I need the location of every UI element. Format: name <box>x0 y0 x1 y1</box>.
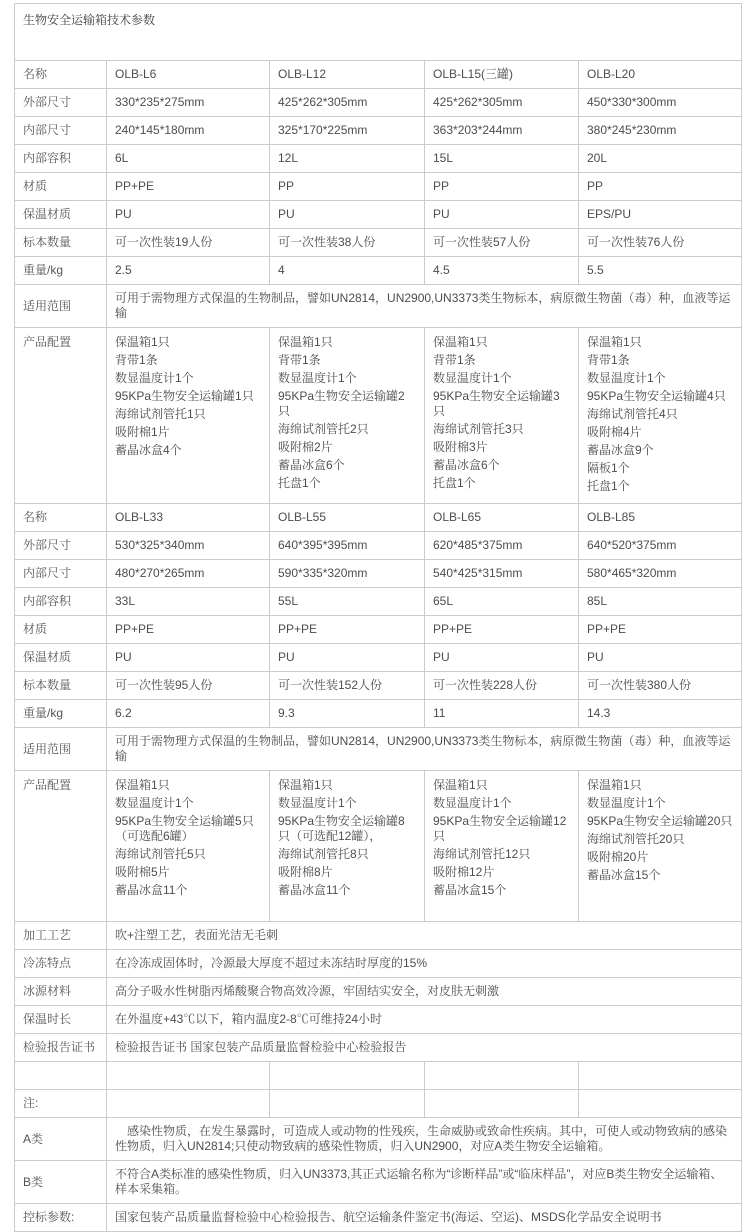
row-cell: 可一次性装95人份 <box>107 672 270 700</box>
row-cell: 15L <box>425 145 579 173</box>
row-cell: 6.2 <box>107 700 270 728</box>
config-line: 数显温度计1个 <box>587 796 666 810</box>
row-label: 内部尺寸 <box>15 560 107 588</box>
row-cell: 33L <box>107 588 270 616</box>
config-line: 保温箱1只 <box>115 778 170 792</box>
config-line: 吸附棉20片 <box>587 850 649 864</box>
row-label: 标本数量 <box>15 672 107 700</box>
config-line: 95KPa生物安全运输罐20只 <box>587 814 733 828</box>
row-label: 控标参数: <box>15 1204 107 1232</box>
row-cell: 425*262*305mm <box>425 89 579 117</box>
row-cell: OLB-L65 <box>425 504 579 532</box>
row-cell <box>579 1062 742 1090</box>
row-merged-value: 国家包装产品质量监督检验中心检验报告、航空运输条件鉴定书(海运、空运)、MSDS化学品安全说明书 <box>107 1204 742 1232</box>
config-line: 海绵试剂管托4只 <box>587 407 678 421</box>
row-model-name-1 <box>15 61 742 89</box>
row-label: A类 <box>15 1118 107 1161</box>
row-cell: 450*330*300mm <box>579 89 742 117</box>
row-cell: 65L <box>425 588 579 616</box>
config-line: 吸附棉8片 <box>278 865 333 879</box>
row-cell: 325*170*225mm <box>270 117 425 145</box>
row-label: 材质 <box>15 616 107 644</box>
row-external-size-2 <box>15 532 742 560</box>
row-cell: 5.5 <box>579 257 742 285</box>
config-line: 海绵试剂管托1只 <box>115 407 206 421</box>
config-line: 蓄晶冰盒6个 <box>433 458 500 472</box>
config-line: 蓄晶冰盒15个 <box>433 883 507 897</box>
row-specimen-capacity-2 <box>15 672 742 700</box>
row-label: 重量/kg <box>15 700 107 728</box>
row-label: 外部尺寸 <box>15 532 107 560</box>
row-cell: PP+PE <box>425 616 579 644</box>
row-cell: 85L <box>579 588 742 616</box>
config-line: 95KPa生物安全运输罐3只 <box>433 389 560 418</box>
row-cell: 55L <box>270 588 425 616</box>
config-line: 保温箱1只 <box>433 778 488 792</box>
row-merged-value: 感染性物质，在发生暴露时，可造成人或动物的性残疾，生命威胁或致命性疾病。其中，可使人或动物致病的感染性物质，归入UN2814;只使动物致病的感染性物质，归入UN2900，对应A类生物安全运输箱。 <box>107 1118 742 1161</box>
row-cell <box>270 1090 425 1118</box>
row-label: 保温材质 <box>15 644 107 672</box>
config-line: 数显温度计1个 <box>278 796 357 810</box>
row-label: 标本数量 <box>15 229 107 257</box>
config-cell <box>425 328 579 504</box>
config-line: 数显温度计1个 <box>115 371 194 385</box>
config-line: 保温箱1只 <box>115 335 170 349</box>
config-line: 蓄晶冰盒9个 <box>587 443 654 457</box>
row-label: 注: <box>15 1090 107 1118</box>
config-line: 95KPa生物安全运输罐5只（可选配6罐） <box>115 814 254 843</box>
row-cell: 480*270*265mm <box>107 560 270 588</box>
table-title-row <box>15 4 742 61</box>
row-label: 材质 <box>15 173 107 201</box>
config-line: 蓄晶冰盒11个 <box>278 883 351 897</box>
config-line: 海绵试剂管托12只 <box>433 847 531 861</box>
row-label: 检验报告证书 <box>15 1034 107 1062</box>
config-line: 数显温度计1个 <box>433 371 512 385</box>
row-merged-value: 检验报告证书 国家包装产品质量监督检验中心检验报告 <box>107 1034 742 1062</box>
config-line: 海绵试剂管托2只 <box>278 422 369 436</box>
config-cell <box>425 771 579 922</box>
row-merged-value: 在外温度+43℃以下，箱内温度2-8℃可维持24小时 <box>107 1006 742 1034</box>
row-material-2 <box>15 616 742 644</box>
row-weight-2 <box>15 700 742 728</box>
config-cell <box>270 771 425 922</box>
row-merged-value: 可用于需物理方式保温的生物制品，譬如UN2814，UN2900,UN3373类生物标本，病原微生物菌（毒）种，血液等运输 <box>107 728 742 771</box>
row-cell: 可一次性装228人份 <box>425 672 579 700</box>
config-line: 蓄晶冰盒6个 <box>278 458 345 472</box>
row-specimen-capacity-1 <box>15 229 742 257</box>
row-blank <box>15 1062 742 1090</box>
row-cell <box>425 1090 579 1118</box>
row-inspection-certificate <box>15 1034 742 1062</box>
row-label: 外部尺寸 <box>15 89 107 117</box>
row-cell: OLB-L15(三罐) <box>425 61 579 89</box>
row-cell: 240*145*180mm <box>107 117 270 145</box>
row-internal-size-1 <box>15 117 742 145</box>
row-cell: 530*325*340mm <box>107 532 270 560</box>
config-cell <box>579 328 742 504</box>
row-control-params <box>15 1204 742 1232</box>
row-label: 适用范围 <box>15 728 107 771</box>
row-cell: PP <box>425 173 579 201</box>
row-label: 内部容积 <box>15 588 107 616</box>
config-line: 吸附棉4片 <box>587 425 642 439</box>
config-cell <box>270 328 425 504</box>
row-cell: 20L <box>579 145 742 173</box>
row-cell: OLB-L20 <box>579 61 742 89</box>
row-note <box>15 1090 742 1118</box>
row-cell: 380*245*230mm <box>579 117 742 145</box>
row-label: 名称 <box>15 504 107 532</box>
config-line: 背带1条 <box>115 353 158 367</box>
config-line: 托盘1个 <box>278 476 321 490</box>
row-cell <box>579 1090 742 1118</box>
config-line: 海绵试剂管托8只 <box>278 847 369 861</box>
row-cell: 330*235*275mm <box>107 89 270 117</box>
row-cell <box>107 1090 270 1118</box>
config-line: 95KPa生物安全运输罐4只 <box>587 389 726 403</box>
config-line: 数显温度计1个 <box>278 371 357 385</box>
row-label: 保温材质 <box>15 201 107 229</box>
row-cell: PP+PE <box>107 173 270 201</box>
config-line: 蓄晶冰盒4个 <box>115 443 182 457</box>
row-cell: 4.5 <box>425 257 579 285</box>
row-material-1 <box>15 173 742 201</box>
row-cell: PU <box>425 201 579 229</box>
config-line: 海绵试剂管托3只 <box>433 422 524 436</box>
row-cell: PU <box>270 644 425 672</box>
row-ice-material <box>15 978 742 1006</box>
row-cell: 6L <box>107 145 270 173</box>
row-cell: PP+PE <box>270 616 425 644</box>
row-merged-value: 吹+注塑工艺，表面光洁无毛刺 <box>107 922 742 950</box>
row-application-scope-2 <box>15 728 742 771</box>
config-line: 吸附棉12片 <box>433 865 495 879</box>
row-internal-volume-2 <box>15 588 742 616</box>
row-cell: 11 <box>425 700 579 728</box>
config-line: 保温箱1只 <box>587 778 642 792</box>
row-product-config-2 <box>15 771 742 922</box>
row-cell: OLB-L33 <box>107 504 270 532</box>
row-merged-value: 可用于需物理方式保温的生物制品，譬如UN2814，UN2900,UN3373类生物标本，病原微生物菌（毒）种，血液等运输 <box>107 285 742 328</box>
row-application-scope-1 <box>15 285 742 328</box>
row-label: 冰源材料 <box>15 978 107 1006</box>
config-line: 保温箱1只 <box>433 335 488 349</box>
table-title: 生物安全运输箱技术参数 <box>15 4 742 61</box>
row-label: 冷冻特点 <box>15 950 107 978</box>
row-class-a <box>15 1118 742 1161</box>
row-processing-technique <box>15 922 742 950</box>
row-model-name-2 <box>15 504 742 532</box>
config-line: 95KPa生物安全运输罐1只 <box>115 389 254 403</box>
row-cell <box>425 1062 579 1090</box>
row-cell: 可一次性装76人份 <box>579 229 742 257</box>
row-cell: PU <box>107 644 270 672</box>
config-cell <box>579 771 742 922</box>
config-line: 蓄晶冰盒11个 <box>115 883 188 897</box>
row-label <box>15 1062 107 1090</box>
row-cell: PU <box>270 201 425 229</box>
config-line: 保温箱1只 <box>587 335 642 349</box>
row-cell: 363*203*244mm <box>425 117 579 145</box>
row-cell: OLB-L85 <box>579 504 742 532</box>
row-cell: 580*465*320mm <box>579 560 742 588</box>
config-line: 95KPa生物安全运输罐2只 <box>278 389 405 418</box>
row-freezing-feature <box>15 950 742 978</box>
config-line: 隔板1个 <box>587 461 630 475</box>
row-insulation-material-2 <box>15 644 742 672</box>
config-cell <box>107 328 270 504</box>
config-line: 背带1条 <box>278 353 321 367</box>
config-line: 数显温度计1个 <box>587 371 666 385</box>
row-cell: PU <box>579 644 742 672</box>
config-line: 95KPa生物安全运输罐12只 <box>433 814 567 843</box>
row-merged-value: 在冷冻成固体时，冷源最大厚度不超过未冻结时厚度的15% <box>107 950 742 978</box>
row-product-config-1 <box>15 328 742 504</box>
row-cell: PU <box>425 644 579 672</box>
row-insulation-duration <box>15 1006 742 1034</box>
config-line: 吸附棉2片 <box>278 440 333 454</box>
row-class-b <box>15 1161 742 1204</box>
row-cell: 620*485*375mm <box>425 532 579 560</box>
row-external-size-1 <box>15 89 742 117</box>
row-weight-1 <box>15 257 742 285</box>
row-label: 名称 <box>15 61 107 89</box>
spec-table <box>14 3 742 1232</box>
row-cell: OLB-L6 <box>107 61 270 89</box>
row-cell: PP <box>270 173 425 201</box>
row-cell: 9.3 <box>270 700 425 728</box>
row-cell: 540*425*315mm <box>425 560 579 588</box>
row-cell: 可一次性装19人份 <box>107 229 270 257</box>
config-line: 托盘1个 <box>587 479 630 493</box>
row-cell: 12L <box>270 145 425 173</box>
config-line: 海绵试剂管托20只 <box>587 832 685 846</box>
config-line: 蓄晶冰盒15个 <box>587 868 661 882</box>
row-cell: 可一次性装57人份 <box>425 229 579 257</box>
row-cell: 2.5 <box>107 257 270 285</box>
row-cell: 可一次性装38人份 <box>270 229 425 257</box>
row-label: 内部容积 <box>15 145 107 173</box>
row-label: 适用范围 <box>15 285 107 328</box>
config-line: 数显温度计1个 <box>115 796 194 810</box>
row-label: 保温时长 <box>15 1006 107 1034</box>
config-line: 海绵试剂管托5只 <box>115 847 206 861</box>
row-cell: EPS/PU <box>579 201 742 229</box>
row-cell: 可一次性装152人份 <box>270 672 425 700</box>
row-cell: 640*395*395mm <box>270 532 425 560</box>
config-line: 吸附棉1片 <box>115 425 170 439</box>
row-cell: 425*262*305mm <box>270 89 425 117</box>
config-line: 托盘1个 <box>433 476 476 490</box>
config-line: 背带1条 <box>587 353 630 367</box>
row-cell: 4 <box>270 257 425 285</box>
row-label: B类 <box>15 1161 107 1204</box>
row-cell <box>107 1062 270 1090</box>
row-label: 产品配置 <box>15 328 107 504</box>
row-cell: OLB-L55 <box>270 504 425 532</box>
row-internal-volume-1 <box>15 145 742 173</box>
row-cell: PP+PE <box>107 616 270 644</box>
config-line: 数显温度计1个 <box>433 796 512 810</box>
config-cell <box>107 771 270 922</box>
row-merged-value: 高分子吸水性树脂丙烯酸聚合物高效冷源，牢固结实安全，对皮肤无刺激 <box>107 978 742 1006</box>
spec-table-body <box>15 4 742 1232</box>
row-insulation-material-1 <box>15 201 742 229</box>
row-label: 内部尺寸 <box>15 117 107 145</box>
row-cell: 14.3 <box>579 700 742 728</box>
row-cell: 640*520*375mm <box>579 532 742 560</box>
config-line: 吸附棉5片 <box>115 865 170 879</box>
row-cell <box>270 1062 425 1090</box>
row-internal-size-2 <box>15 560 742 588</box>
config-line: 95KPa生物安全运输罐8只（可选配12罐）， <box>278 814 405 843</box>
row-cell: OLB-L12 <box>270 61 425 89</box>
config-line: 保温箱1只 <box>278 778 333 792</box>
row-merged-value: 不符合A类标准的感染性物质，归入UN3373,其正式运输名称为“诊断样品”或“临床样品”，对应B类生物安全运输箱、样本采集箱。 <box>107 1161 742 1204</box>
row-cell: PP+PE <box>579 616 742 644</box>
config-line: 吸附棉3片 <box>433 440 488 454</box>
row-cell: 可一次性装380人份 <box>579 672 742 700</box>
row-cell: PU <box>107 201 270 229</box>
row-label: 加工工艺 <box>15 922 107 950</box>
row-label: 重量/kg <box>15 257 107 285</box>
config-line: 背带1条 <box>433 353 476 367</box>
row-cell: PP <box>579 173 742 201</box>
config-line: 保温箱1只 <box>278 335 333 349</box>
row-cell: 590*335*320mm <box>270 560 425 588</box>
row-label: 产品配置 <box>15 771 107 922</box>
